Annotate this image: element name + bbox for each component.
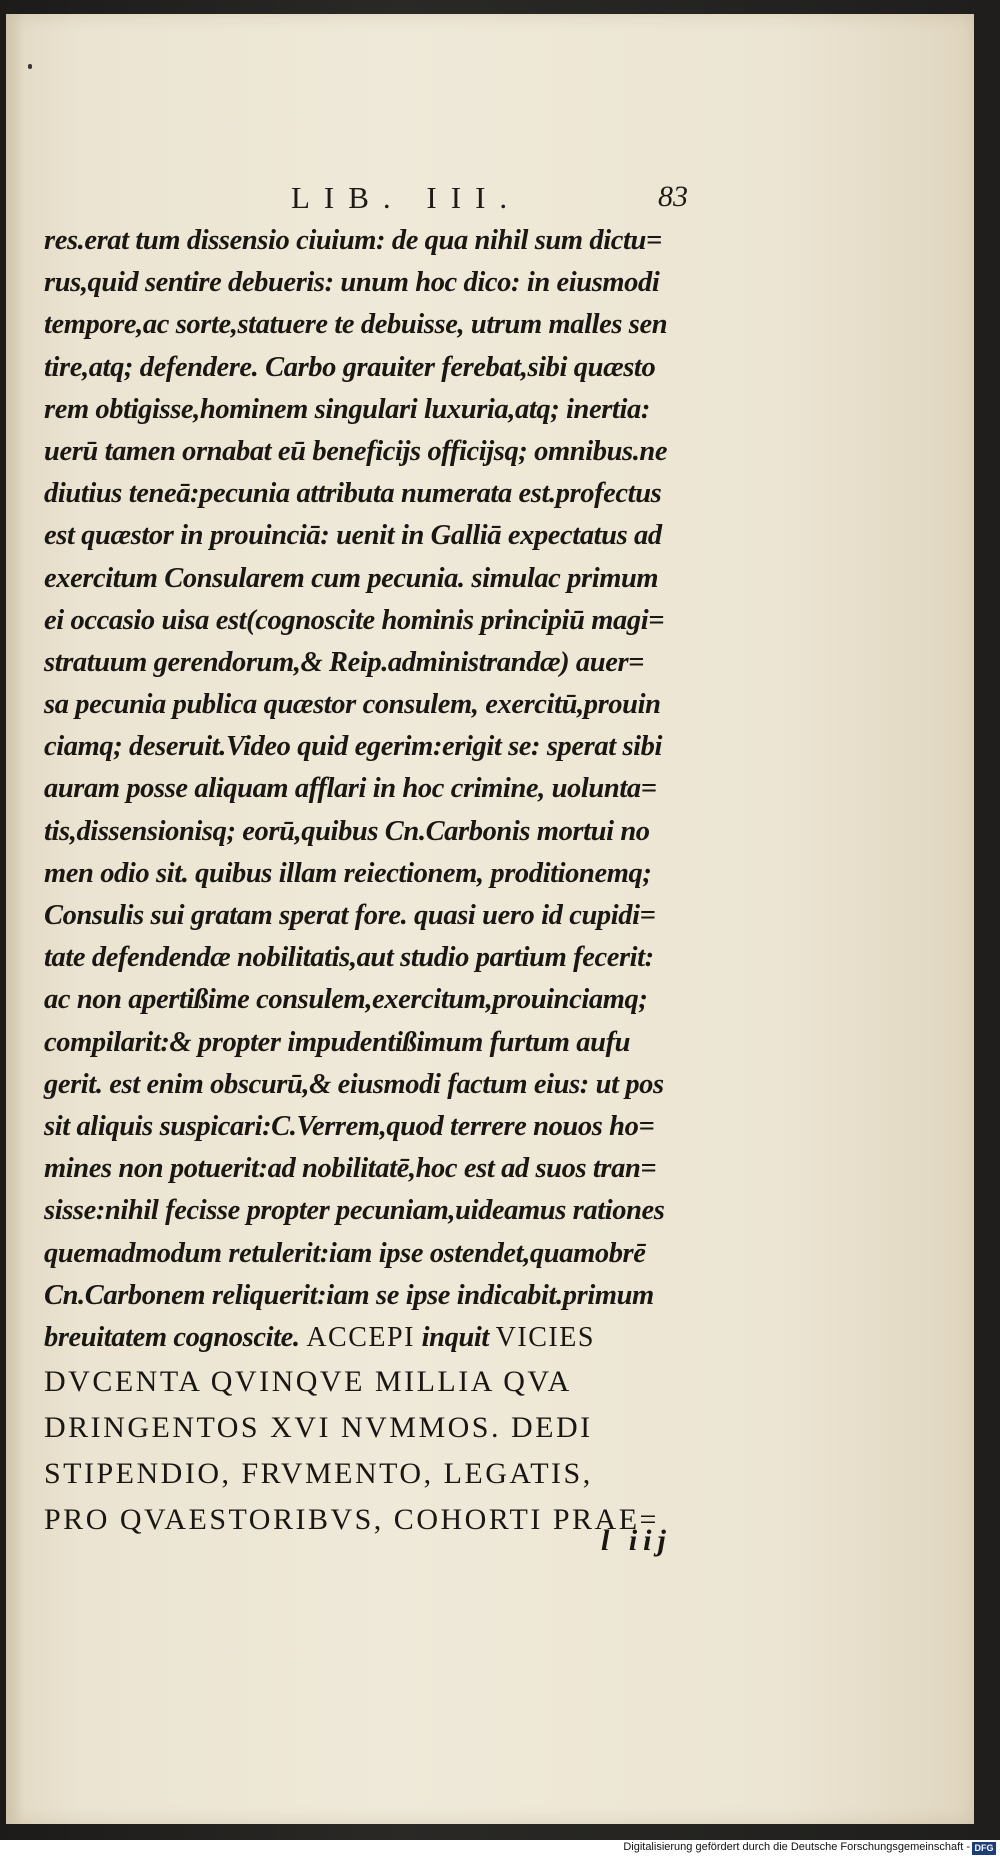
page-gutter-shadow: [6, 14, 24, 1824]
text-line: ac non apertißime consulem,exercitum,prouinciamq;: [44, 984, 648, 1016]
mixed-text-line: [44, 1317, 746, 1359]
caps-line: DVCENTA QVINQVE MILLIA QVA: [44, 1365, 572, 1399]
text-line: quemadmodum retulerit:iam ipse ostendet,quamobrē: [44, 1237, 646, 1269]
text-line: gerit. est enim obscurū,& eiusmodi factum eius: ut pos: [44, 1068, 664, 1100]
text-line: Cn.Carbonem reliquerit:iam se ipse indicabit.primum: [44, 1279, 654, 1311]
text-line: res.erat tum dissensio ciuium: de qua nihil sum dictu=: [44, 225, 662, 256]
text-line: compilarit:& propter impudentißimum furtum aufu: [44, 1026, 631, 1058]
body-text: [44, 220, 746, 1543]
caps-line: STIPENDIO, FRVMENTO, LEGATIS,: [44, 1457, 593, 1491]
mixed-caps-accepi: ACCEPI: [306, 1321, 415, 1353]
text-line: tate defendendæ nobilitatis,aut studio partium fecerit:: [44, 942, 654, 974]
text-line: Consulis sui gratam sperat fore. quasi uero id cupidi=: [44, 900, 656, 931]
signature-mark: l iij: [601, 1524, 672, 1557]
text-line: men odio sit. quibus illam reiectionem, proditionemq;: [44, 857, 652, 889]
text-line: exercitum Consularem cum pecunia. simulac primum: [44, 562, 659, 594]
caps-line: PRO QVAESTORIBVS, COHORTI PRAE=: [44, 1503, 659, 1537]
ink-speck: [28, 64, 32, 69]
text-line: sit aliquis suspicari:C.Verrem,quod terrere nouos ho=: [44, 1110, 655, 1142]
mixed-italic-start: breuitatem cognoscite.: [44, 1321, 307, 1353]
text-line: tis,dissensionisq; eorū,quibus Cn.Carbonis mortui no: [44, 815, 650, 847]
book-page: [6, 14, 974, 1824]
text-line: ciamq; deseruit.Video quid egerim:erigit se: sperat sibi: [44, 731, 663, 763]
text-line: tempore,ac sorte,statuere te debuisse, utrum malles sen: [44, 309, 668, 341]
text-line: diutius teneā:pecunia attributa numerata est.profectus: [44, 478, 662, 510]
running-title: LIB. III.: [291, 180, 522, 215]
text-line: tire,atq; defendere. Carbo grauiter ferebat,sibi quæsto: [44, 351, 656, 383]
mixed-caps-vicies: VICIES: [495, 1321, 595, 1353]
text-line: auram posse aliquam afflari in hoc crimine, uolunta=: [44, 773, 657, 805]
text-line: ei occasio uisa est(cognoscite hominis principiū magi=: [44, 604, 665, 636]
dfg-logo: DFG: [972, 1842, 996, 1855]
mixed-italic-inquit: inquit: [414, 1321, 496, 1353]
text-line: rem obtigisse,hominem singulari luxuria,atq; inertia:: [44, 393, 650, 425]
text-line: uerū tamen ornabat eū beneficijs officijsq; omnibus.ne: [44, 435, 668, 467]
caps-line: DRINGENTOS XVI NVMMOS. DEDI: [44, 1411, 593, 1445]
footer-credit: Digitalisierung gefördert durch die Deutsche Forschungsgemeinschaft -: [623, 1841, 970, 1853]
text-line: sa pecunia publica quæstor consulem, exercitū,prouin: [44, 689, 661, 721]
text-line: est quæstor in prouinciā: uenit in Galliā expectatus ad: [44, 520, 662, 552]
text-line: rus,quid sentire debueris: unum hoc dico: in eiusmodi: [44, 267, 660, 299]
running-head: [6, 180, 974, 220]
text-line: stratuum gerendorum,& Reip.administrandæ) auer=: [44, 646, 645, 678]
page-number: 83: [658, 180, 688, 213]
text-line: sisse:nihil fecisse propter pecuniam,uideamus rationes: [44, 1195, 665, 1227]
footer-bar: [0, 1840, 1000, 1858]
text-line: mines non potuerit:ad nobilitatē,hoc est ad suos tran=: [44, 1153, 657, 1185]
